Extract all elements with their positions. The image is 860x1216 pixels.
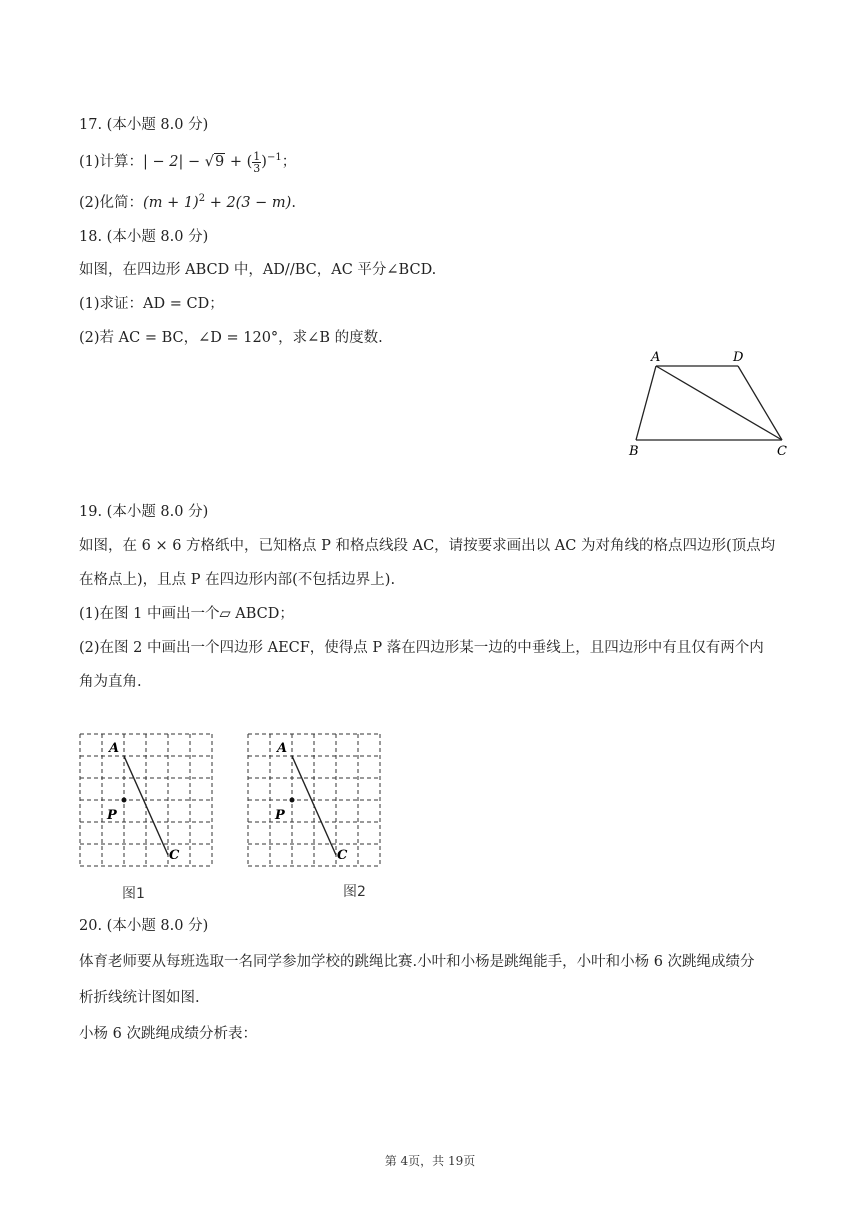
q17-part2-suffix: . xyxy=(291,195,296,211)
q20-table-intro: 小杨 6 次跳绳成绩分析表： xyxy=(79,1026,257,1042)
q19-part2-line1: (2)在图 2 中画出一个四边形 AECF，使得点 P 落在四边形某一边的中垂线上，且四边形中有且仅有两个内 xyxy=(79,640,764,656)
diagonal-ac xyxy=(656,366,782,440)
vertex-label-c: C xyxy=(777,444,787,459)
q17-part1 xyxy=(79,150,296,174)
q17-part1-fraction xyxy=(252,151,261,174)
point-p xyxy=(122,798,127,803)
q18-header: 18. (本小题 8.0 分) xyxy=(79,229,209,245)
q17-header: 17. (本小题 8.0 分) xyxy=(79,117,209,133)
q17-part1-sqrt-arg: 9 xyxy=(215,154,225,170)
label-p: P xyxy=(107,808,117,823)
q19-grid-figure-2 xyxy=(247,733,383,869)
q18-part1: (1)求证：AD = CD； xyxy=(79,296,224,312)
q19-grid-figure-1 xyxy=(79,733,215,869)
q19-stem-line1: 如图，在 6 × 6 方格纸中，已知格点 P 和格点线段 AC，请按要求画出以 AC 为对角线的格点四边形(顶点均 xyxy=(79,538,776,554)
q17-part1-abs: | − 2| − √ xyxy=(143,154,215,170)
q17-part2-expr-a: (m + 1) xyxy=(143,195,199,211)
q19-figure1-caption: 图1 xyxy=(122,886,145,902)
q19-part1: (1)在图 1 中画出一个▱ ABCD； xyxy=(79,606,294,622)
edge-ab xyxy=(636,366,656,440)
q19-header: 19. (本小题 8.0 分) xyxy=(79,504,209,520)
edge-dc xyxy=(738,366,782,440)
q17-part2 xyxy=(79,191,296,212)
q18-quadrilateral-figure xyxy=(620,345,800,460)
fraction-denominator: 3 xyxy=(253,161,261,175)
q19-stem-line2: 在格点上)，且点 P 在四边形内部(不包括边界上). xyxy=(79,572,396,588)
vertex-label-b: B xyxy=(629,444,639,459)
vertex-label-d: D xyxy=(733,350,744,365)
point-p xyxy=(290,798,295,803)
q17-part1-prefix: (1)计算： xyxy=(79,154,144,170)
q19-figure2-caption: 图2 xyxy=(343,884,366,900)
label-p: P xyxy=(275,808,285,823)
grid-lines xyxy=(80,734,212,866)
q17-part1-suffix: ； xyxy=(281,154,297,170)
label-c: C xyxy=(169,848,180,863)
vertex-label-a: A xyxy=(651,350,661,365)
q20-stem-line1: 体育老师要从每班选取一名同学参加学校的跳绳比赛.小叶和小杨是跳绳能手，小叶和小杨 6 次跳绳成绩分 xyxy=(79,954,755,970)
q17-part1-exponent: −1 xyxy=(266,152,282,164)
label-a: A xyxy=(277,741,288,756)
q18-stem: 如图，在四边形 ABCD 中，AD//BC，AC 平分∠BCD. xyxy=(79,262,437,278)
q17-part2-exponent: 2 xyxy=(198,193,206,205)
q17-part2-prefix: (2)化简： xyxy=(79,195,144,211)
q19-part2-line2: 角为直角. xyxy=(79,674,142,690)
label-c: C xyxy=(337,848,348,863)
fraction-numerator: 1 xyxy=(253,149,261,163)
page-footer: 第 4页，共 19页 xyxy=(384,1154,476,1168)
q17-part1-plus: + ( xyxy=(225,154,253,170)
grid-lines xyxy=(248,734,380,866)
q17-part2-expr-b: + 2(3 − m) xyxy=(205,195,292,211)
q18-part2: (2)若 AC = BC，∠D = 120°，求∠B 的度数. xyxy=(79,330,383,346)
q20-stem-line2: 析折线统计图如图. xyxy=(79,990,200,1006)
q20-header: 20. (本小题 8.0 分) xyxy=(79,918,209,934)
label-a: A xyxy=(109,741,120,756)
q17-part1-close: ) xyxy=(261,154,267,170)
